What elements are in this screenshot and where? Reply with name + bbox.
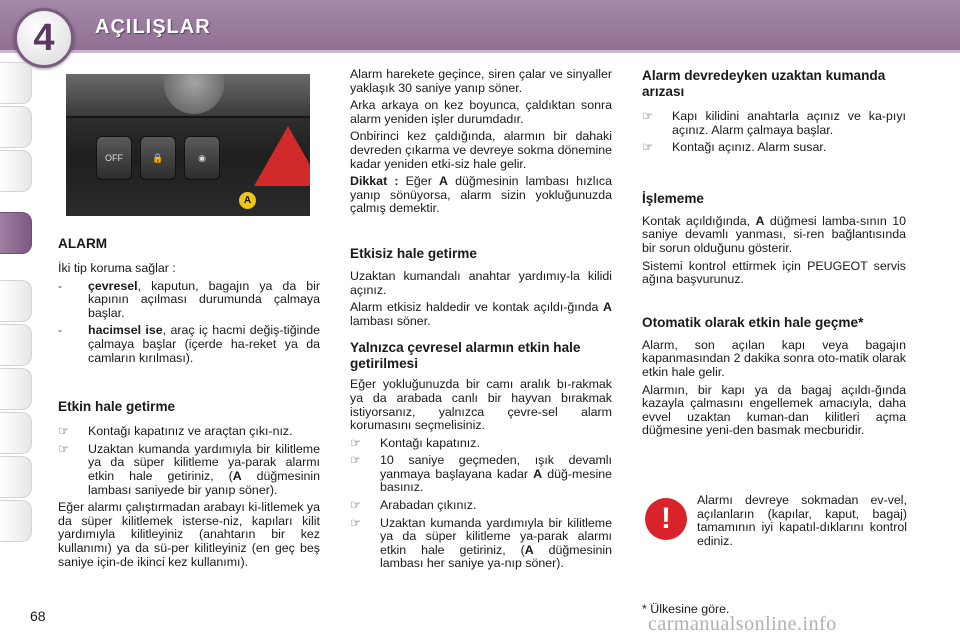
malfunction-para-1: Kontak açıldığında, A düğmesi lamba-sının 10 saniye devamlı yanması, si-ren bağlantısında bir sorun olduğunu gösterir.	[642, 213, 906, 255]
alarm-eleventh-para: Onbirinci kez çaldığında, alarmın bir dahaki devreden çıkarma ve devreye sokma dönemine kadar yeniden etki-siz hale gelir.	[350, 129, 612, 171]
list-item: ☞ Uzaktan kumanda yardımıyla bir kilitleme ya da süper kilitleme ya-parak alarmı etkin hale getiriniz, (A düğmesinin lambası saniyede bir yanıp söner).	[58, 441, 320, 497]
perimeter-para: Eğer yokluğunuzda bir camı aralık bı-rakmak ya da arabada canlı bir hayvan bırakmak istiyorsanız, yalnızca çevre-sel alarm korumasını seçmelisiniz.	[350, 377, 612, 433]
caution-para: Dikkat : Eğer A düğmesinin lambası hızlıca yanıp sönüyorsa, alarm sizin yokluğunuzda çalmış demektir.	[350, 174, 612, 216]
activate-note: Eğer alarmı çalıştırmadan arabayı ki-litlemek ya da süper kilitlemek isterse-niz, kapıları kilit yardımıyla kilitleyiniz (anahtarın bir kez kullanımı) ya da sü-per kilitleyiniz (en geç beş saniye için-de ikinci kez kullanımı).	[58, 500, 320, 569]
section-tab-active[interactable]	[0, 212, 32, 254]
passenger-airbag-off-button: OFF	[96, 136, 132, 180]
section-tab-5[interactable]	[0, 280, 32, 322]
section-tab-10[interactable]	[0, 500, 32, 542]
alarm-repeat-para: Arka arkaya on kez boyunca, çaldıktan sonra alarm yeniden işler durumdadır.	[350, 98, 612, 126]
section-tab-9[interactable]	[0, 456, 32, 498]
alarm-intro: İki tip koruma sağlar :	[58, 261, 176, 275]
column-2	[350, 68, 612, 575]
hazard-warning-button	[254, 126, 310, 186]
list-item: ☞ Arabadan çıkınız.	[350, 498, 477, 513]
list-item: - çevresel, kaputun, bagajın ya da bir kapının açılması durumunda çalmaya başlar.	[58, 278, 320, 320]
warning-text: Alarmı devreye sokmadan ev-vel, açılanların (kapılar, kaput, bagaj) tamamının iyi kapatıl-dıklarını kontrol ediniz.	[697, 493, 907, 548]
column-3	[642, 68, 906, 442]
alarm-trigger-para: Alarm harekete geçince, siren çalar ve sinyaller yaklaşık 30 saniye yanıp söner.	[350, 67, 612, 95]
alarm-button: ◉	[184, 136, 220, 180]
list-item: ☞ Uzaktan kumanda yardımıyla bir kilitleme ya da süper kilitleme ya-parak alarmı etkin hale getiriniz, (A düğmesinin lambası her saniye ya-nıp söner).	[350, 515, 612, 571]
callout-a-label: A	[239, 192, 256, 209]
arrow-icon: ☞	[350, 498, 362, 513]
list-item: ☞ Kapı kilidini anahtarla açınız ve ka-pıyı açınız. Alarm çalmaya başlar.	[642, 109, 906, 137]
list-item: ☞ Kontağı kapatınız ve araçtan çıkı-nız.	[58, 424, 293, 439]
malfunction-para-2: Sistemi kontrol ettirmek için PEUGEOT servis ağına başvurunuz.	[642, 258, 906, 287]
arrow-icon: ☞	[642, 140, 654, 155]
heading-deactivate: Etkisiz hale getirme	[350, 245, 477, 261]
page-number: 68	[30, 608, 46, 624]
central-lock-button: 🔒	[140, 136, 176, 180]
heading-remote-fault: Alarm devredeyken uzaktan kumanda arızası	[642, 68, 886, 99]
list-item: ☞ Kontağı açınız. Alarm susar.	[642, 140, 827, 155]
column-1	[58, 236, 320, 573]
auto-activation-para-2: Alarmın, bir kapı ya da bagaj açıldı-ğında kazayla çalmasını engellemek amacıyla, daha evvel uzaktan kuman-dan kilitleri açma düğmesine yeni-den basmak mecburidir.	[642, 382, 906, 438]
deactivate-para-2: Alarm etkisiz haldedir ve kontak açıldı-ğında A lambası söner.	[350, 300, 612, 328]
chapter-title: AÇILIŞLAR	[95, 16, 211, 38]
section-tab-7[interactable]	[0, 368, 32, 410]
heading-alarm: ALARM	[58, 236, 108, 251]
section-tab-6[interactable]	[0, 324, 32, 366]
section-tab-8[interactable]	[0, 412, 32, 454]
list-item: ☞ Kontağı kapatınız.	[350, 435, 480, 450]
arrow-icon: ☞	[58, 424, 70, 439]
heading-malfunction: İşlememe	[642, 190, 704, 206]
list-item: ☞ 10 saniye geçmeden, ışık devamlı yanmaya başlayana kadar A düğ-mesine basınız.	[350, 453, 613, 495]
deactivate-para-1: Uzaktan kumandalı anahtar yardımıy-la kilidi açınız.	[350, 268, 612, 297]
warning-icon: !	[645, 498, 687, 540]
arrow-icon: ☞	[350, 453, 362, 468]
arrow-icon: ☞	[642, 109, 654, 123]
arrow-icon: ☞	[350, 435, 362, 450]
section-tab-3[interactable]	[0, 150, 32, 192]
arrow-icon: ☞	[350, 515, 362, 530]
section-tab-2[interactable]	[0, 106, 32, 148]
watermark: carmanualsonline.info	[648, 613, 837, 635]
alarm-button-photo	[66, 74, 310, 216]
auto-activation-para-1: Alarm, son açılan kapı veya bagajın kapanmasından 2 dakika sonra oto-matik olarak etkin hale gelir.	[642, 337, 906, 379]
footnote: * Ülkesine göre.	[642, 602, 730, 616]
section-tab-1[interactable]	[0, 62, 32, 104]
heading-activate: Etkin hale getirme	[58, 399, 176, 415]
arrow-icon: ☞	[58, 441, 70, 456]
heading-auto-activation: Otomatik olarak etkin hale geçme*	[642, 314, 864, 330]
list-item: - hacimsel ise, araç iç hacmi değiş-tiğinde çalmaya başlar (içerde ha-reket ya da camların kırılması).	[58, 323, 321, 365]
heading-perimeter-only: Yalnızca çevresel alarmın etkin hale getirilmesi	[350, 340, 581, 372]
header-divider	[0, 50, 960, 53]
chapter-number-badge: 4	[14, 8, 74, 68]
